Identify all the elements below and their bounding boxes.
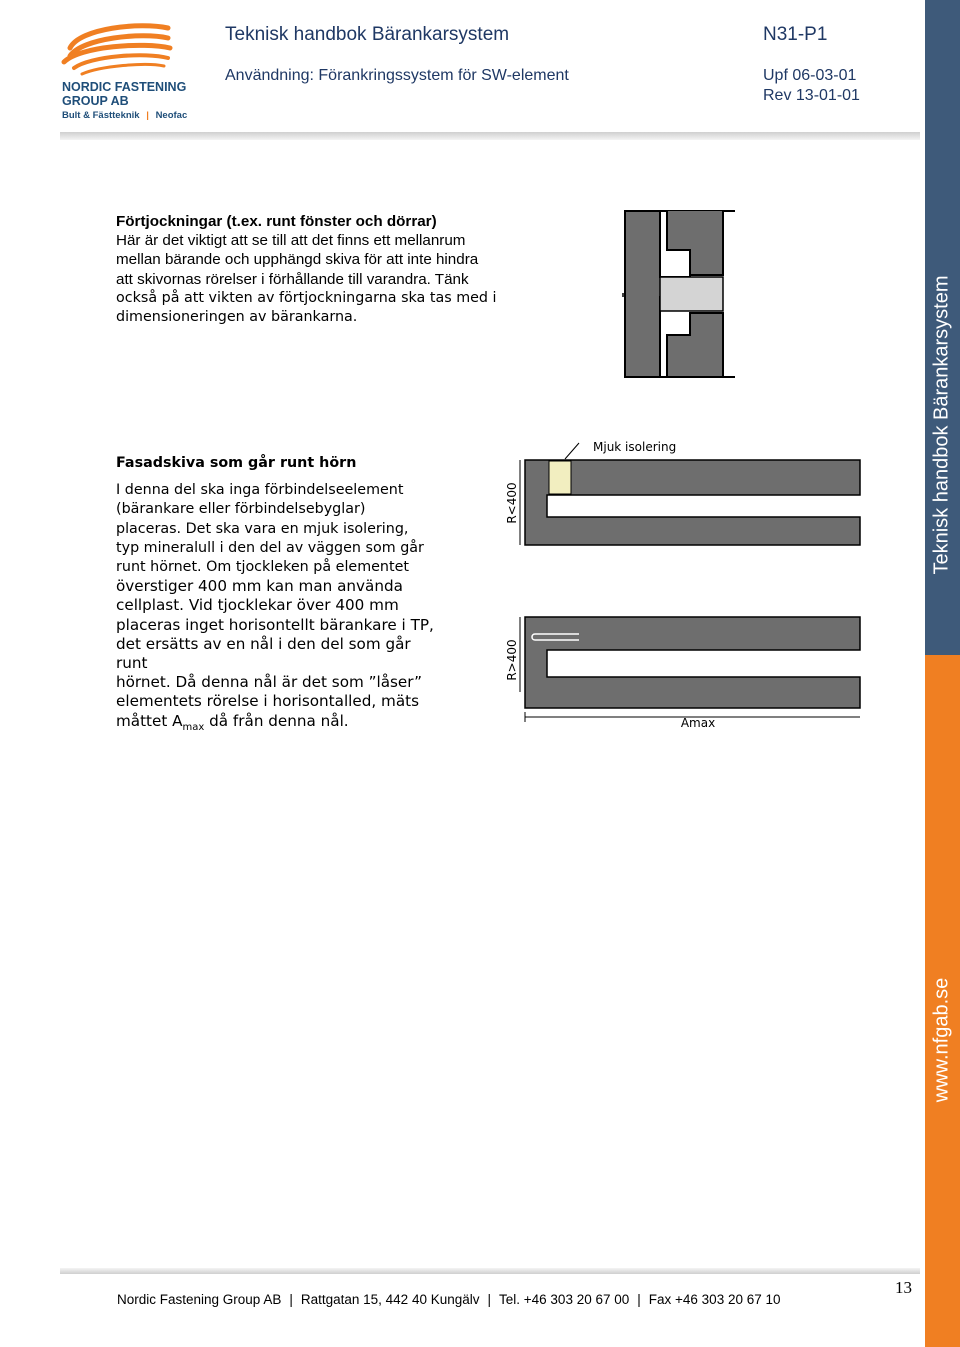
logo-name [62,80,186,108]
corner-diagram-r-lt-400 [495,435,865,550]
paragraph-line: Här är det viktigt att se till att det finns ett mellanrum [116,232,466,250]
sidebar-title: Teknisk handbok Bärankarsystem [930,275,953,575]
logo-brand-1: Bult & Fästteknik [62,110,140,121]
header-doc-code: N31-P1 [763,24,828,45]
paragraph-line: runt hörnet. Om tjockleken på elementet [116,559,410,576]
corner-panel-shape [525,617,860,708]
header-rev-date: Rev 13-01-01 [763,87,860,104]
soft-insulation-block [549,461,571,494]
footer: Nordic Fastening Group AB | Rattgatan 15, 442 40 Kungälv | Tel. +46 303 20 67 00 | Fax +46 303 20 67 10 [117,1292,781,1307]
logo-name-line1: NORDIC FASTENING [62,80,187,94]
sidebar-url[interactable]: www.nfgab.se [930,977,953,1103]
footer-address: Rattgatan 15, 442 40 Kungälv [300,1292,480,1307]
amax-subscript: max [182,721,205,733]
paragraph-line: typ mineralull i den del av väggen som går [116,539,424,556]
footer-fax: Fax +46 303 20 67 10 [648,1292,781,1307]
paragraph-line: placeras. Det ska vara en mjuk isolering, [116,520,409,537]
header-upf-date: Upf 06-03-01 [763,67,857,84]
sidebar [925,0,960,1347]
paragraph-line: att skivornas rörelser i förhållande till varandra. Tänk [116,270,469,288]
paragraph-line: (bärankare eller förbindelsebyglar) [116,501,366,518]
hung-panel-bottom [667,313,723,377]
hung-panel-top [667,211,723,275]
section-thickenings [116,212,516,327]
paragraph-line: cellplast. Vid tjocklekar över 400 mm [116,596,399,615]
footer-company: Nordic Fastening Group AB [117,1292,282,1307]
paragraph-line [116,712,446,737]
corner-diagram-r-gt-400 [495,612,865,737]
logo-name-line2: GROUP AB [62,94,129,108]
section-corner-panel [116,454,446,737]
label-r-gt-400: R>400 [505,639,519,681]
label-r-lt-400: R<400 [505,482,519,524]
paragraph-line: placeras inget horisontellt bärankare i TP, [116,615,434,634]
amax-prefix: måttet A [116,711,183,730]
paragraph-line: hörnet. Då denna nål är det som ”låser” [116,673,423,692]
sidebar-blue-band [925,0,960,655]
paragraph-line: dimensioneringen av bärankarna. [116,309,358,326]
label-soft-insulation: Mjuk isolering [593,440,677,454]
logo-brand-2: Neofac [155,110,188,121]
amax-suffix: då från denna nål. [204,711,349,730]
paragraph-line: mellan bärande och upphängd skiva för att inte hindra [116,251,479,269]
paragraph-line: I denna del ska inga förbindelseelement [116,482,404,499]
footer-divider [60,1268,920,1274]
company-logo [60,18,175,80]
label-amax: Amax [680,716,716,730]
header-title: Teknisk handbok Bärankarsystem [225,24,510,45]
page-number: 13 [895,1278,912,1297]
header-divider [60,132,920,140]
corner-panel-shape [525,460,860,545]
section-thickenings-heading: Förtjockningar (t.ex. runt fönster och dörrar) [116,213,437,230]
gap-insulation [660,277,723,311]
paragraph-line: det ersätts av en nål i den del som går runt [116,634,411,673]
paragraph-line: också på att vikten av förtjockningarna ska tas med i [116,289,497,306]
footer-phone: Tel. +46 303 20 67 00 [499,1292,630,1307]
thickening-diagram [615,205,745,385]
paragraph-line: elementets rörelse i horisontalled, mäts [116,692,419,711]
logo-brands: Bult & Fästteknik | Neofac [62,110,188,121]
sidebar-orange-band [925,655,960,1347]
paragraph-line: överstiger 400 mm kan man använda [116,577,403,596]
header-usage: Användning: Förankringssystem för SW-element [225,67,569,84]
section-corner-heading: Fasadskiva som går runt hörn [116,455,357,471]
